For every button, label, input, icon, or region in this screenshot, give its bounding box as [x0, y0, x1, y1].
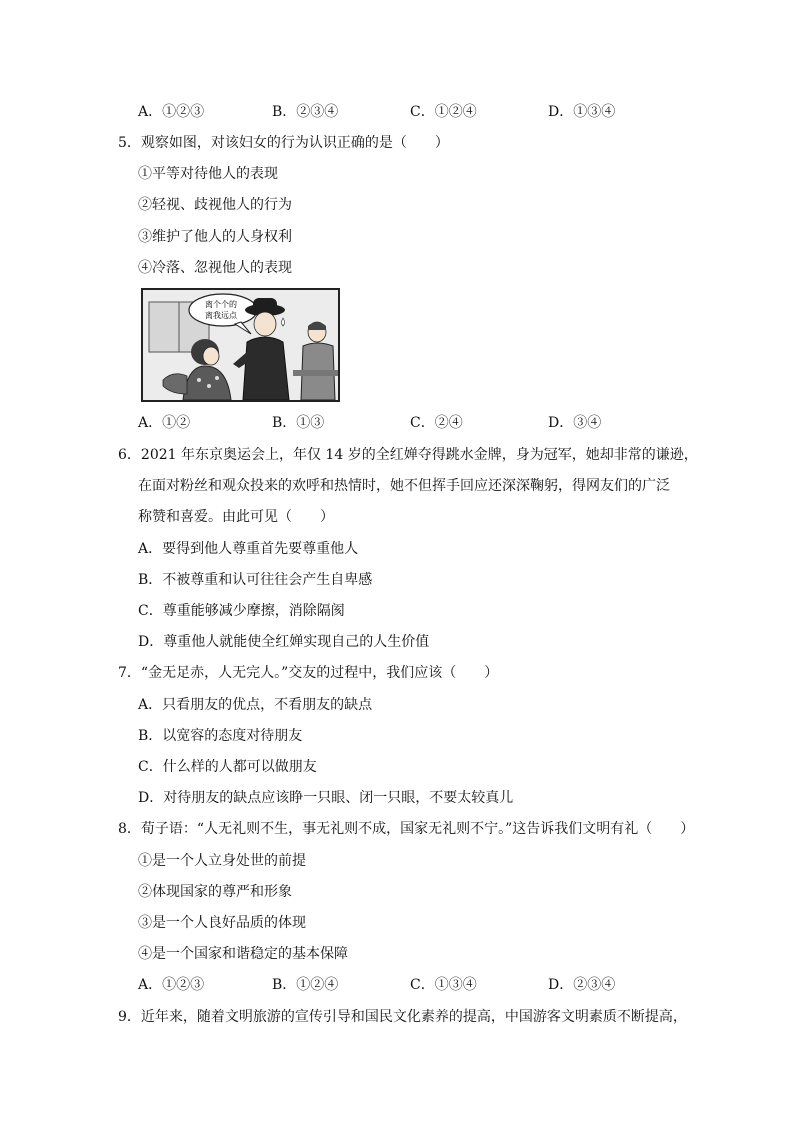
q5-options	[138, 413, 698, 433]
q7-stem: 7．“金无足赤，人无完人。”交友的过程中，我们应该（ ）	[118, 665, 499, 681]
q5-item-2: ②轻视、歧视他人的行为	[138, 197, 292, 213]
q8-item-1: ①是一个人立身处世的前提	[138, 853, 306, 869]
q5-option-c: C．②④	[410, 415, 463, 431]
q6-stem-line-2: 在面对粉丝和观众投来的欢呼和热情时，她不但挥手回应还深深鞠躬，得网友们的广泛	[138, 478, 670, 494]
q8-item-3: ③是一个人良好品质的体现	[138, 915, 306, 931]
q4-options	[138, 102, 698, 122]
q8-item-2: ②体现国家的尊严和形象	[138, 884, 292, 900]
q6-option-a: A．要得到他人尊重首先要尊重他人	[138, 541, 359, 557]
q8-item-4: ④是一个国家和谐稳定的基本保障	[138, 946, 348, 962]
q4-option-a: A．①②③	[138, 104, 205, 120]
bubble-line-1: 离个个的	[205, 300, 237, 309]
q5-item-1: ①平等对待他人的表现	[138, 166, 278, 182]
q6-stem-line-3: 称赞和喜爱。由此可见（ ）	[138, 509, 334, 525]
q8-option-d: D．②③④	[548, 977, 616, 993]
q8-option-b: B．①②④	[272, 977, 339, 993]
q8-options	[138, 975, 698, 995]
q6-option-b: B．不被尊重和认可往往会产生自卑感	[138, 572, 373, 588]
q7-option-a: A．只看朋友的优点，不看朋友的缺点	[138, 697, 373, 713]
q5-item-3: ③维护了他人的人身权利	[138, 229, 292, 245]
q5-item-4: ④冷落、忽视他人的表现	[138, 260, 292, 276]
q8-option-a: A．①②③	[138, 977, 205, 993]
q8-stem: 8．荀子语：“人无礼则不生，事无礼则不成，国家无礼则不宁。”这告诉我们文明有礼（ ）	[118, 821, 695, 837]
q4-option-c: C．①②④	[410, 104, 477, 120]
q5-option-b: B．①③	[272, 415, 325, 431]
q6-option-c: C．尊重能够减少摩擦，消除隔阂	[138, 603, 345, 619]
q8-option-c: C．①③④	[410, 977, 477, 993]
q4-option-b: B．②③④	[272, 104, 339, 120]
q7-option-b: B．以宽容的态度对待朋友	[138, 728, 303, 744]
q5-option-a: A．①②	[138, 415, 191, 431]
q5-cartoon-image	[141, 288, 340, 402]
q5-stem: 5．观察如图，对该妇女的行为认识正确的是（ ）	[118, 135, 449, 151]
q7-option-c: C．什么样的人都可以做朋友	[138, 759, 317, 775]
q6-option-d: D．尊重他人就能使全红婵实现自己的人生价值	[138, 634, 430, 650]
q4-option-d: D．①③④	[548, 104, 616, 120]
q7-option-d: D．对待朋友的缺点应该睁一只眼、闭一只眼，不要太较真儿	[138, 790, 514, 806]
cartoon-drawing	[143, 290, 338, 400]
q5-option-d: D．③④	[548, 415, 602, 431]
bubble-line-2: 离我远点	[205, 311, 237, 320]
q6-stem-line-1: 6．2021 年东京奥运会上，年仅 14 岁的全红婵夺得跳水金牌，身为冠军，她却非常的谦逊，	[118, 447, 698, 463]
q9-stem: 9．近年来，随着文明旅游的宣传引导和国民文化素养的提高，中国游客文明素质不断提高，	[118, 1009, 687, 1025]
